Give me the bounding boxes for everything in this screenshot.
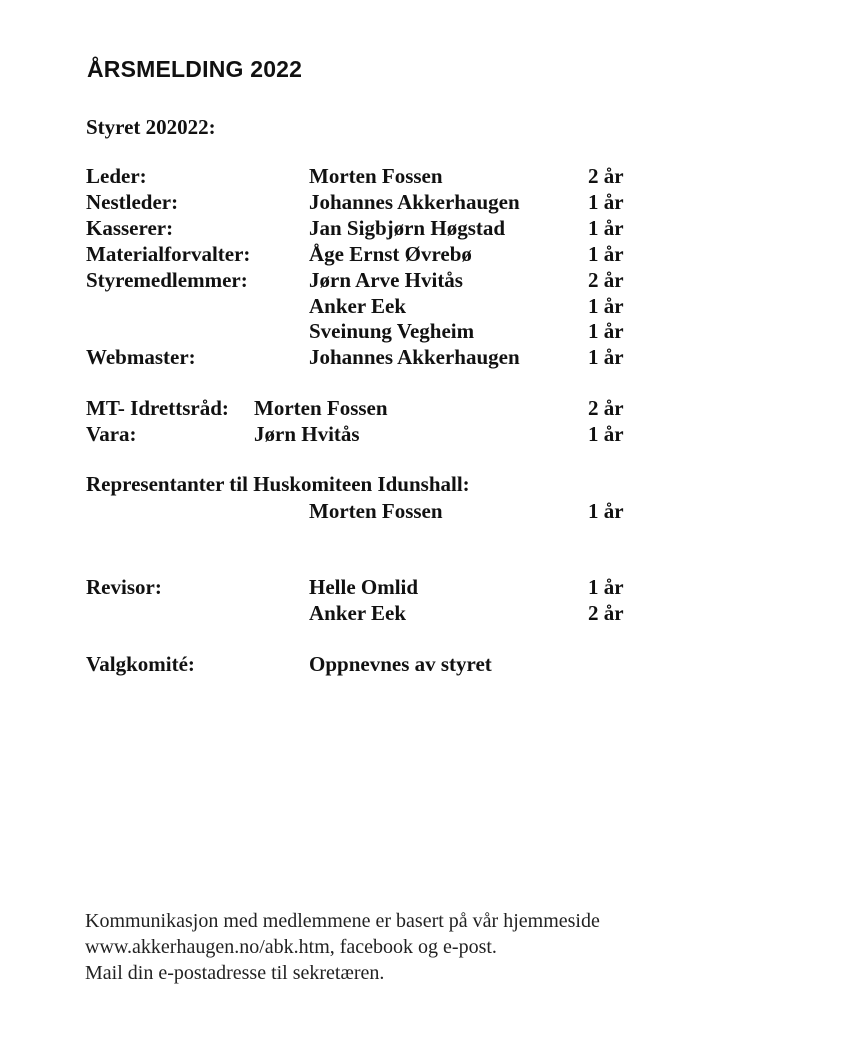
member-name: Jan Sigbjørn Høgstad — [309, 216, 506, 240]
role-label: Leder: — [86, 164, 147, 188]
role-label: Nestleder: — [86, 190, 179, 214]
board-row — [0, 241, 843, 267]
role-label: Materialforvalter: — [86, 242, 251, 266]
role-label: Kasserer: — [86, 216, 174, 240]
board-row — [0, 293, 843, 319]
role-label: Valgkomité: — [86, 652, 195, 676]
board-row — [0, 215, 843, 241]
member-name: Åge Ernst Øvrebø — [309, 242, 472, 266]
huskomite-row — [0, 498, 843, 524]
term-length: 1 år — [588, 575, 624, 599]
page-title: ÅRSMELDING 2022 — [87, 56, 303, 82]
role-label: Styremedlemmer: — [86, 268, 248, 292]
idrettsrad-row — [0, 395, 843, 421]
member-name: Morten Fossen — [254, 396, 388, 420]
board-row — [0, 318, 843, 344]
role-label: MT- Idrettsråd: — [86, 396, 229, 420]
member-name: Helle Omlid — [309, 575, 419, 599]
term-length: 2 år — [588, 396, 624, 420]
term-length: 2 år — [588, 268, 624, 292]
revisor-row — [0, 574, 843, 600]
member-name: Johannes Akkerhaugen — [309, 345, 520, 369]
role-label: Revisor: — [86, 575, 162, 599]
board-row — [0, 344, 843, 370]
huskomite-heading: Representanter til Huskomiteen Idunshall: — [86, 472, 470, 496]
member-name: Morten Fossen — [309, 164, 443, 188]
member-name: Johannes Akkerhaugen — [309, 190, 520, 214]
board-row — [0, 267, 843, 293]
term-length: 1 år — [588, 294, 624, 318]
board-row — [0, 189, 843, 215]
member-name: Jørn Hvitås — [254, 422, 360, 446]
role-label: Vara: — [86, 422, 137, 446]
footer-line: www.akkerhaugen.no/abk.htm, facebook og e-post. — [85, 936, 497, 958]
idrettsrad-row — [0, 421, 843, 447]
board-row — [0, 163, 843, 189]
valgkomite-row — [0, 651, 843, 677]
term-length: 1 år — [588, 190, 624, 214]
term-length: 1 år — [588, 345, 624, 369]
board-heading: Styret 202022: — [86, 115, 216, 139]
footer-line: Mail din e-postadresse til sekretæren. — [85, 962, 385, 984]
member-name: Morten Fossen — [309, 499, 443, 523]
term-length: 1 år — [588, 422, 624, 446]
member-name: Anker Eek — [309, 601, 407, 625]
member-name: Oppnevnes av styret — [309, 652, 492, 676]
revisor-row — [0, 600, 843, 626]
term-length: 1 år — [588, 499, 624, 523]
term-length: 1 år — [588, 242, 624, 266]
footer-line: Kommunikasjon med medlemmene er basert på vår hjemmeside — [85, 910, 600, 932]
member-name: Jørn Arve Hvitås — [309, 268, 463, 292]
term-length: 1 år — [588, 319, 624, 343]
footer-note — [85, 908, 600, 986]
term-length: 2 år — [588, 601, 624, 625]
term-length: 2 år — [588, 164, 624, 188]
role-label: Webmaster: — [86, 345, 196, 369]
term-length: 1 år — [588, 216, 624, 240]
member-name: Anker Eek — [309, 294, 407, 318]
member-name: Sveinung Vegheim — [309, 319, 475, 343]
